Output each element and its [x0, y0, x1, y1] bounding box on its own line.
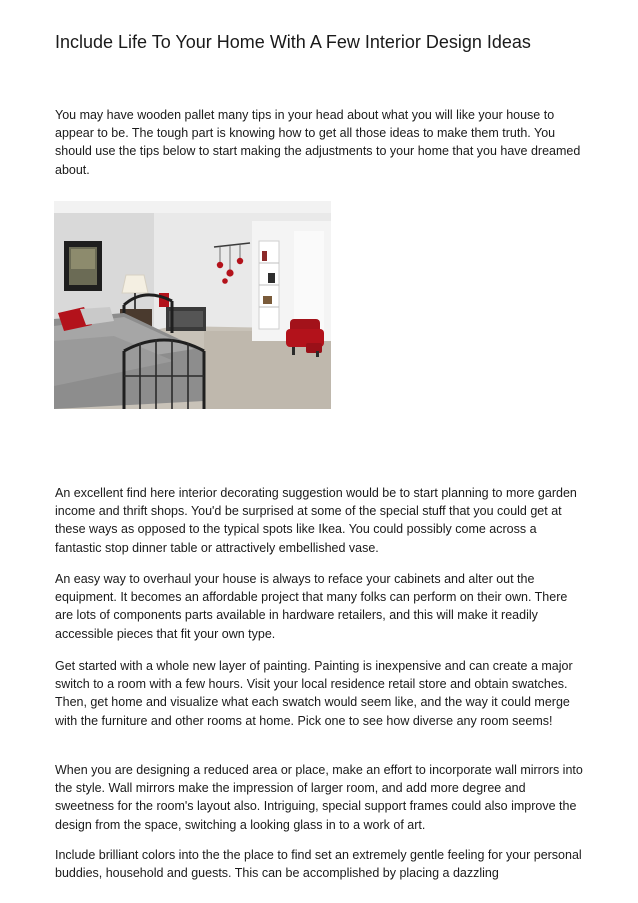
paragraph-painting: Get started with a whole new layer of painting. Painting is inexpensive and can create a major switch to a room with a few hours. Visit your local residence retail store and obtain swatches. Then, get home and visualize what each swatch would seem like, and the way it could merge with the furniture and other rooms at home. Pick one to see how diverse any room seems!	[55, 659, 573, 728]
paragraph-intro: You may have wooden pallet many tips in your head about what you will like your house to appear to be. The tough part is knowing how to get all those ideas to make them truth. You should use the tips below to start making the adjustments to your home that you have dreamed about.	[55, 108, 581, 177]
paragraph-cabinets: An easy way to overhaul your house is always to reface your cabinets and alter out the equipment. It becomes an affordable project that many folks can perform on their own. There are lots of components parts available in hardware retailers, and this will make it readily accessible pieces that fit your own type.	[55, 572, 568, 641]
paragraph-thrift-shops: An excellent find here interior decorating suggestion would be to start planning to more garden income and thrift shops. You'd be surprised at some of the special stuff that you could get at these ways as opposed to the typical spots like Ikea. You could possibly come across a fantastic stop dinner table or attractively embellished vase.	[55, 486, 577, 555]
paragraph-bright-colors: Include brilliant colors into the the place to find set an extremely gentle feeling for your personal buddies, household and guests. This can be accomplished by placing a dazzling	[55, 848, 582, 881]
page-title: Include Life To Your Home With A Few Interior Design Ideas	[55, 32, 531, 52]
bedroom-photo	[54, 201, 331, 409]
paragraph-wall-mirrors: When you are designing a reduced area or place, make an effort to incorporate wall mirrors into the style. Wall mirrors make the impression of larger room, and add more degree and sweetness for the room's layout also. Intriguing, special support frames could also improve the design from the space, switching a looking glass in to a work of art.	[55, 763, 583, 832]
